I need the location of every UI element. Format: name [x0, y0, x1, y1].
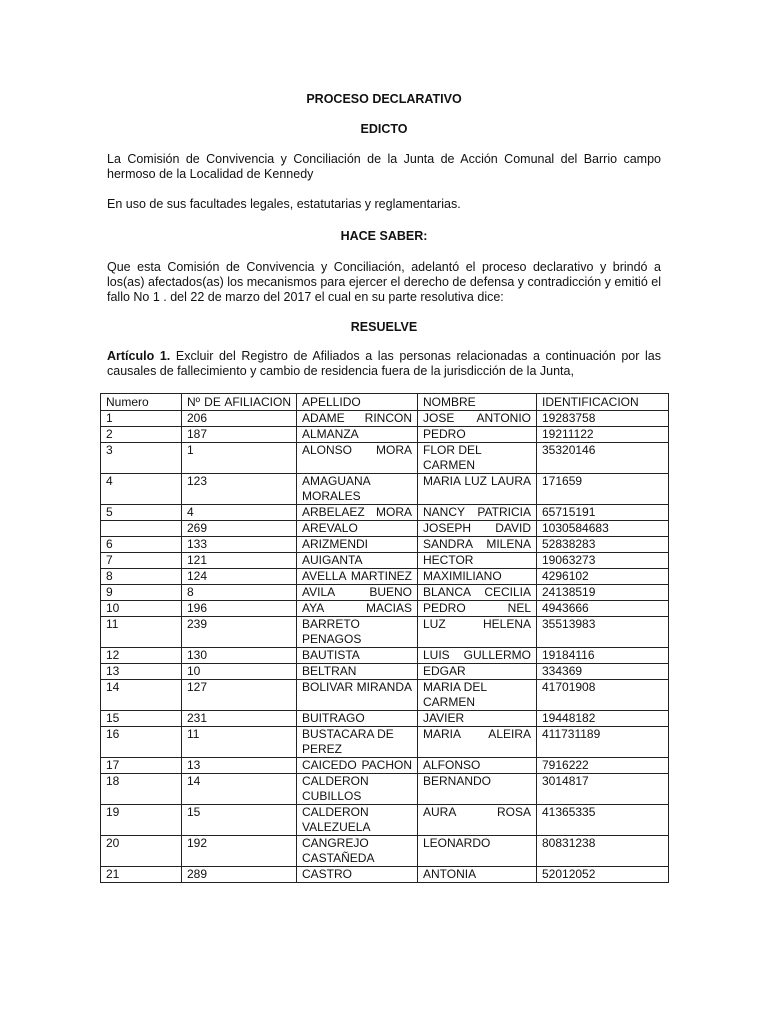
cell-afiliacion: 13 [182, 758, 297, 774]
cell-apellido: BAUTISTA [297, 648, 418, 664]
cell-numero: 4 [101, 474, 182, 505]
cell-nombre: MARIA DEL CARMEN [418, 680, 537, 711]
table-row [101, 836, 669, 867]
cell-afiliacion: 10 [182, 664, 297, 680]
cell-identificacion: 7916222 [537, 758, 669, 774]
table-row [101, 569, 669, 585]
cell-nombre: ALFONSO [418, 758, 537, 774]
cell-apellido: BUITRAGO [297, 711, 418, 727]
cell-nombre: PEDRO NEL [418, 601, 537, 617]
resuelve-heading: RESUELVE [350, 320, 418, 334]
cell-numero: 16 [101, 727, 182, 758]
faculties-paragraph: En uso de sus facultades legales, estatutarias y reglamentarias. [107, 197, 461, 211]
cell-nombre: JOSE ANTONIO [418, 411, 537, 427]
cell-apellido: ALMANZA [297, 427, 418, 443]
intro-paragraph: La Comisión de Convivencia y Conciliación de la Junta de Acción Comunal del Barrio campo hermoso de la Localidad de Kennedy [107, 152, 661, 181]
document-subtitle: EDICTO [360, 122, 408, 136]
cell-apellido: AVILA BUENO [297, 585, 418, 601]
cell-identificacion: 4296102 [537, 569, 669, 585]
cell-afiliacion: 130 [182, 648, 297, 664]
cell-identificacion: 4943666 [537, 601, 669, 617]
cell-apellido: ARBELAEZ MORA [297, 505, 418, 521]
cell-identificacion: 19448182 [537, 711, 669, 727]
table-row [101, 521, 669, 537]
cell-apellido: CALDERON CUBILLOS [297, 774, 418, 805]
cell-nombre: MARIA ALEIRA [418, 727, 537, 758]
document-title: PROCESO DECLARATIVO [306, 92, 462, 106]
cell-identificacion: 171659 [537, 474, 669, 505]
cell-apellido: BUSTACARA DE PEREZ [297, 727, 418, 758]
cell-afiliacion: 14 [182, 774, 297, 805]
table-row [101, 617, 669, 648]
cell-nombre: LEONARDO [418, 836, 537, 867]
cell-apellido: BOLIVAR MIRANDA [297, 680, 418, 711]
cell-nombre: AURA ROSA [418, 805, 537, 836]
cell-apellido: CALDERON VALEZUELA [297, 805, 418, 836]
cell-apellido: CAICEDO PACHON [297, 758, 418, 774]
header-numero: Numero [101, 394, 182, 411]
cell-identificacion: 19211122 [537, 427, 669, 443]
table-body [101, 411, 669, 883]
table-row [101, 727, 669, 758]
article-text: Excluir del Registro de Afiliados a las personas relacionadas a continuación por las causales de fallecimiento y cambio de residencia fuera de la jurisdicción de la Junta, [107, 349, 662, 378]
cell-numero: 9 [101, 585, 182, 601]
table-row [101, 601, 669, 617]
cell-afiliacion: 8 [182, 585, 297, 601]
cell-identificacion: 24138519 [537, 585, 669, 601]
cell-afiliacion: 133 [182, 537, 297, 553]
cell-identificacion: 3014817 [537, 774, 669, 805]
header-afiliacion: Nº DE AFILIACION [182, 394, 297, 411]
cell-afiliacion: 123 [182, 474, 297, 505]
cell-identificacion: 19063273 [537, 553, 669, 569]
cell-afiliacion: 4 [182, 505, 297, 521]
cell-apellido: AREVALO [297, 521, 418, 537]
table-row [101, 664, 669, 680]
cell-nombre: MAXIMILIANO [418, 569, 537, 585]
cell-afiliacion: 192 [182, 836, 297, 867]
table-row [101, 867, 669, 883]
table-row [101, 443, 669, 474]
table-row [101, 805, 669, 836]
cell-identificacion: 19283758 [537, 411, 669, 427]
cell-afiliacion: 187 [182, 427, 297, 443]
cell-identificacion: 41365335 [537, 805, 669, 836]
header-nombre: NOMBRE [418, 394, 537, 411]
cell-identificacion: 1030584683 [537, 521, 669, 537]
cell-numero: 13 [101, 664, 182, 680]
table-row [101, 505, 669, 521]
cell-apellido: AMAGUANA MORALES [297, 474, 418, 505]
cell-numero: 12 [101, 648, 182, 664]
cell-identificacion: 65715191 [537, 505, 669, 521]
cell-numero: 11 [101, 617, 182, 648]
cell-afiliacion: 15 [182, 805, 297, 836]
cell-numero: 21 [101, 867, 182, 883]
cell-nombre: NANCY PATRICIA [418, 505, 537, 521]
cell-apellido: BARRETO PENAGOS [297, 617, 418, 648]
cell-nombre: BERNANDO [418, 774, 537, 805]
table-row [101, 758, 669, 774]
cell-nombre: EDGAR [418, 664, 537, 680]
cell-afiliacion: 206 [182, 411, 297, 427]
cell-afiliacion: 121 [182, 553, 297, 569]
cell-numero: 14 [101, 680, 182, 711]
cell-apellido: BELTRAN [297, 664, 418, 680]
cell-nombre: MARIA LUZ LAURA [418, 474, 537, 505]
table-row [101, 585, 669, 601]
header-apellido: APELLIDO [297, 394, 418, 411]
cell-nombre: HECTOR [418, 553, 537, 569]
cell-identificacion: 35320146 [537, 443, 669, 474]
cell-apellido: CANGREJO CASTAÑEDA [297, 836, 418, 867]
cell-identificacion: 35513983 [537, 617, 669, 648]
table-row [101, 411, 669, 427]
cell-numero: 15 [101, 711, 182, 727]
cell-afiliacion: 1 [182, 443, 297, 474]
cell-nombre: BLANCA CECILIA [418, 585, 537, 601]
cell-afiliacion: 239 [182, 617, 297, 648]
header-identificacion: IDENTIFICACION [537, 394, 669, 411]
cell-nombre: LUIS GULLERMO [418, 648, 537, 664]
cell-numero: 5 [101, 505, 182, 521]
article-label: Artículo 1. [107, 349, 171, 363]
cell-afiliacion: 11 [182, 727, 297, 758]
table-row [101, 553, 669, 569]
cell-numero: 17 [101, 758, 182, 774]
cell-nombre: JAVIER [418, 711, 537, 727]
cell-numero: 6 [101, 537, 182, 553]
cell-apellido: ADAME RINCON [297, 411, 418, 427]
table-row [101, 648, 669, 664]
hace-saber-paragraph: Que esta Comisión de Convivencia y Conciliación, adelantó el proceso declarativo y brindó a los(as) afectados(as) los mecanismos para ejercer el derecho de defensa y contradicción y emitió el fallo No 1 . del 22 de marzo del 2017 el cual en su parte resolutiva dice: [107, 260, 661, 304]
cell-identificacion: 19184116 [537, 648, 669, 664]
cell-apellido: AYA MACIAS [297, 601, 418, 617]
cell-identificacion: 334369 [537, 664, 669, 680]
table-row [101, 711, 669, 727]
hace-saber-heading: HACE SABER: [340, 229, 428, 243]
cell-identificacion: 52012052 [537, 867, 669, 883]
cell-apellido: AUIGANTA [297, 553, 418, 569]
cell-apellido: CASTRO [297, 867, 418, 883]
article-paragraph [107, 349, 661, 379]
cell-afiliacion: 127 [182, 680, 297, 711]
cell-afiliacion: 196 [182, 601, 297, 617]
excluded-members-table [100, 393, 669, 883]
table-header-row [101, 394, 669, 411]
cell-numero: 19 [101, 805, 182, 836]
table-row [101, 680, 669, 711]
cell-nombre: LUZ HELENA [418, 617, 537, 648]
cell-afiliacion: 124 [182, 569, 297, 585]
cell-numero: 18 [101, 774, 182, 805]
cell-nombre: ANTONIA [418, 867, 537, 883]
cell-numero: 10 [101, 601, 182, 617]
table-row [101, 474, 669, 505]
cell-numero: 20 [101, 836, 182, 867]
cell-numero [101, 521, 182, 537]
table-row [101, 537, 669, 553]
cell-afiliacion: 231 [182, 711, 297, 727]
cell-numero: 8 [101, 569, 182, 585]
cell-identificacion: 80831238 [537, 836, 669, 867]
cell-afiliacion: 269 [182, 521, 297, 537]
cell-numero: 7 [101, 553, 182, 569]
cell-afiliacion: 289 [182, 867, 297, 883]
cell-apellido: ALONSO MORA [297, 443, 418, 474]
cell-nombre: PEDRO [418, 427, 537, 443]
cell-nombre: JOSEPH DAVID [418, 521, 537, 537]
cell-identificacion: 52838283 [537, 537, 669, 553]
cell-apellido: AVELLA MARTINEZ [297, 569, 418, 585]
cell-numero: 3 [101, 443, 182, 474]
cell-nombre: FLOR DEL CARMEN [418, 443, 537, 474]
table-row [101, 427, 669, 443]
cell-numero: 2 [101, 427, 182, 443]
cell-identificacion: 411731189 [537, 727, 669, 758]
cell-numero: 1 [101, 411, 182, 427]
cell-apellido: ARIZMENDI [297, 537, 418, 553]
cell-nombre: SANDRA MILENA [418, 537, 537, 553]
cell-identificacion: 41701908 [537, 680, 669, 711]
table-row [101, 774, 669, 805]
